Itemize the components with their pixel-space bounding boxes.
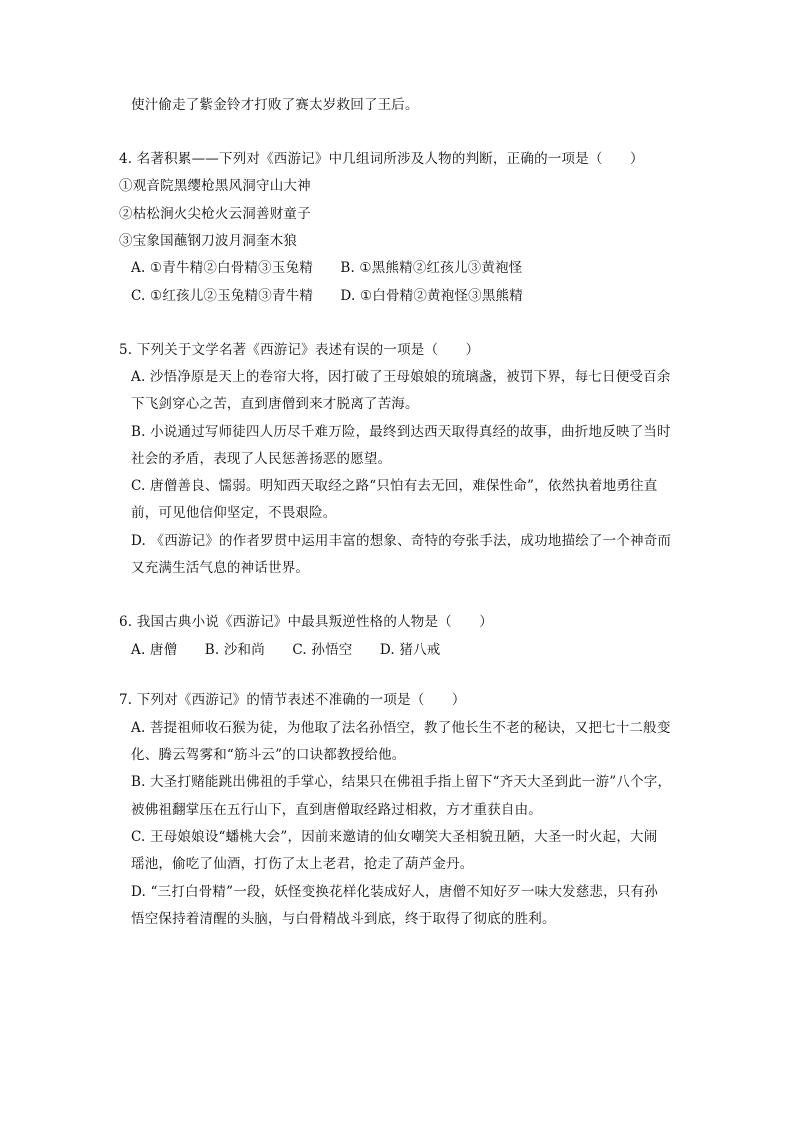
question-4-item-3: ③宝象国蘸钢刀波月洞奎木狼: [119, 233, 298, 249]
question-4-stem: 4. 名著积累——下列对《西游记》中几组词所涉及人物的判断，正确的一项是（ ）: [119, 151, 644, 167]
question-7-stem: 7. 下列对《西游记》的情节表述不准确的一项是（ ）: [119, 692, 466, 708]
question-4-options-ab: A. ①青牛精②白骨精③玉兔精 B. ①黑熊精②红孩儿③黄袍怪: [131, 260, 523, 276]
question-6-stem: 6. 我国古典小说《西游记》中最具叛逆性格的人物是（ ）: [119, 614, 493, 630]
question-5-option-a-cont: 下飞剑穿心之苦，直到唐僧到来才脱离了苦海。: [131, 396, 419, 412]
question-7-option-d-cont: 悟空保持着清醒的头脑，与白骨精战斗到底，终于取得了彻底的胜利。: [131, 911, 556, 927]
question-4-item-2: ②枯松涧火尖枪火云洞善财童子: [119, 206, 311, 222]
question-7-option-a: A. 菩提祖师收石猴为徒，为他取了法名孙悟空，教了他长生不老的秘诀，又把七十二般变: [131, 720, 671, 736]
question-6-options: A. 唐僧 B. 沙和尚 C. 孙悟空 D. 猪八戒: [131, 642, 441, 658]
question-5-option-a: A. 沙悟净原是天上的卷帘大将，因打破了王母娘娘的琉璃盏，被罚下界，每七日便受百余: [131, 369, 671, 385]
question-5-option-b: B. 小说通过写师徒四人历尽千难万险，最终到达西天取得真经的故事，曲折地反映了当时: [131, 424, 671, 440]
question-5-stem: 5. 下列关于文学名著《西游记》表述有误的一项是（ ）: [119, 342, 480, 358]
question-7-option-b-cont: 被佛祖翻掌压在五行山下，直到唐僧取经路过相救，方才重获自由。: [131, 802, 542, 818]
question-5-option-d: D. 《西游记》的作者罗贯中运用丰富的想象、奇特的夸张手法，成功地描绘了一个神奇而: [131, 533, 672, 549]
question-5-option-c-cont: 前，可见他信仰坚定，不畏艰险。: [131, 505, 337, 521]
question-7-option-b: B. 大圣打赌能跳出佛祖的手掌心，结果只在佛祖手指上留下“齐天大圣到此一游”八个字，: [131, 774, 672, 790]
question-5-option-b-cont: 社会的矛盾，表现了人民惩善扬恶的愿望。: [131, 451, 392, 467]
question-5-option-c: C. 唐僧善良、懦弱。明知西天取经之路“只怕有去无回，难保性命”，依然执着地勇往直: [131, 478, 658, 494]
question-7-option-c-cont: 瑶池，偷吃了仙酒，打伤了太上老君，抢走了葫芦金丹。: [131, 856, 474, 872]
question-7-option-d: D. “三打白骨精”一段，妖怪变换花样化装成好人，唐僧不知好歹一味大发慈悲，只有孙: [131, 884, 658, 900]
question-7-option-a-cont: 化、腾云驾雾和“筋斗云”的口诀都教授给他。: [131, 747, 406, 763]
question-4-item-1: ①观音院黑缨枪黑风洞守山大神: [119, 178, 311, 194]
question-5-option-d-cont: 又充满生活气息的神话世界。: [131, 560, 310, 576]
question-7-option-c: C. 王母娘娘设“蟠桃大会”，因前来邀请的仙女嘲笑大圣相貌丑陋，大圣一时火起，大闹: [131, 829, 658, 845]
question-4-options-cd: C. ①红孩儿②玉兔精③青牛精 D. ①白骨精②黄袍怪③黑熊精: [131, 288, 523, 304]
text-line: 使汁偷走了紫金铃才打败了赛太岁救回了王后。: [131, 97, 419, 113]
